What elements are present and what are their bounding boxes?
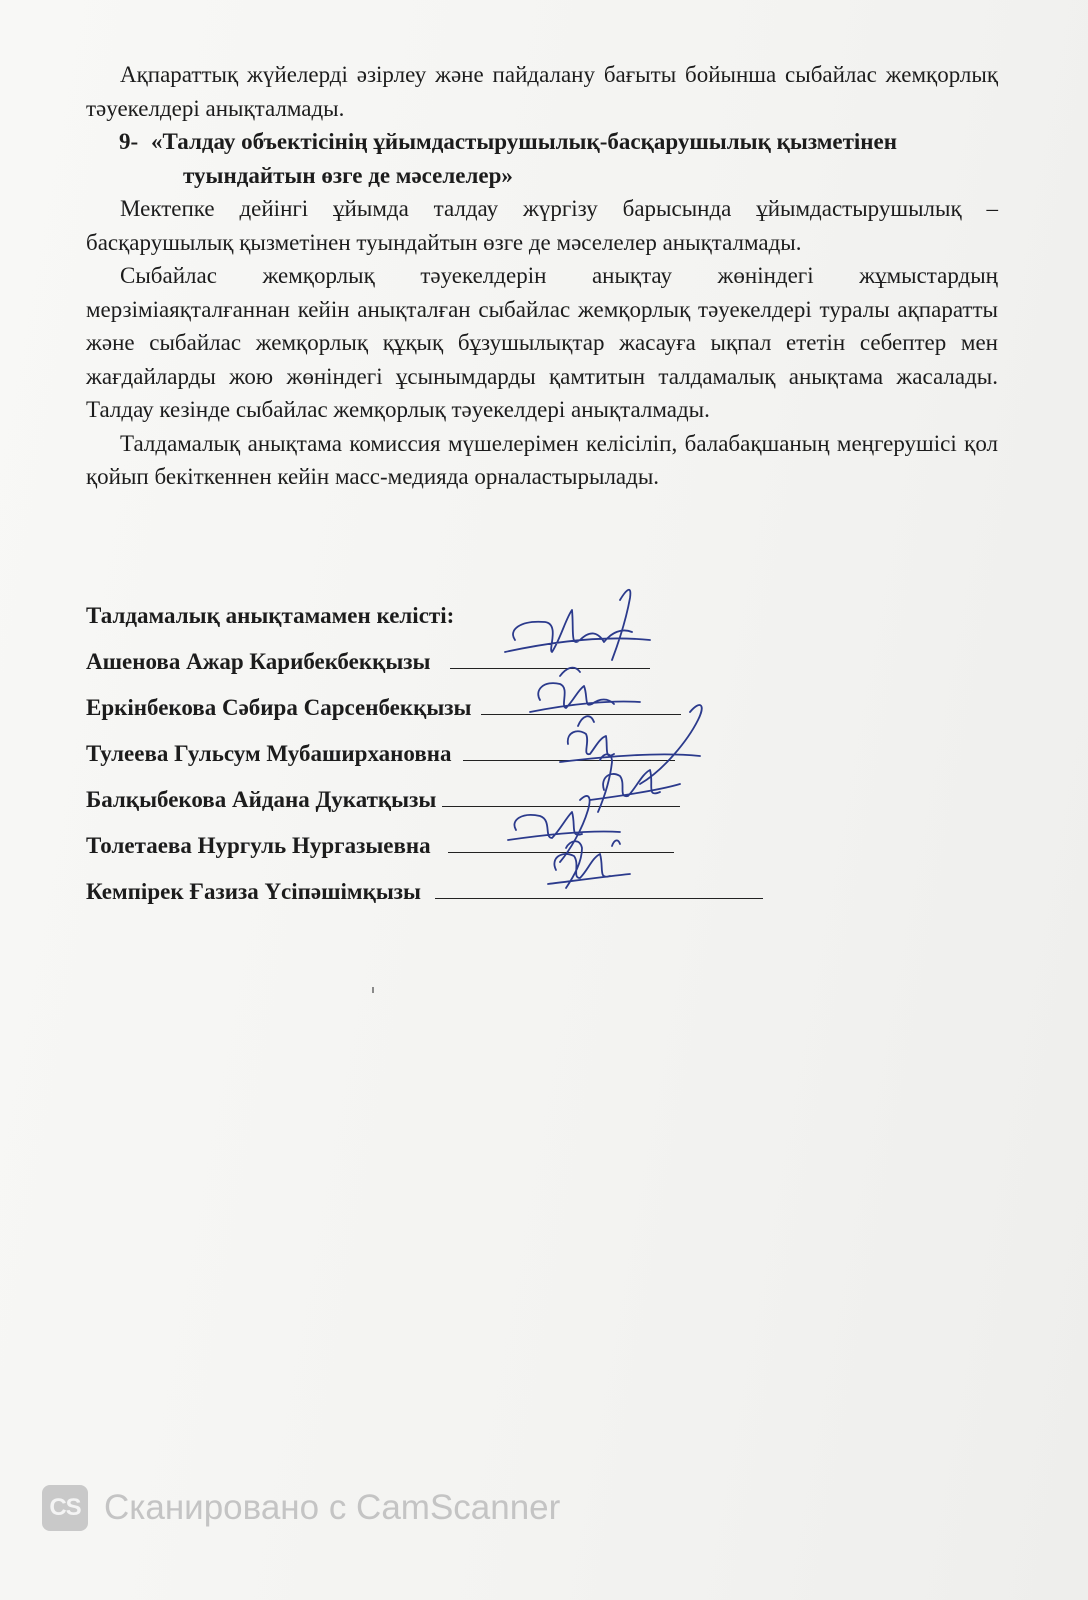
- signatory-row: [86, 685, 763, 731]
- signatory-name: Кемпірек Ғазиза Үсіпәшімқызы: [86, 879, 421, 904]
- paragraph-info-systems: Ақпараттық жүйелерді әзірлеу және пайдалану бағыты бойынша сыбайлас жемқорлық тәуекелдері анықталмады.: [86, 62, 998, 121]
- signature-line: [481, 688, 681, 715]
- signatory-row: [86, 869, 763, 915]
- signature-line: [435, 872, 763, 899]
- paragraph-risk-identification: Сыбайлас жемқорлық тәуекелдерін анықтау жөніндегі жұмыстардың мерзіміаяқталғаннан кейін анықталған сыбайлас жемқорлық тәуекелдері туралы ақпаратты және сыбайлас жемқорлық құқық бұзушылықтар жасауға ықпал ететін себептер мен жағдайларды жою жөніндегі ұсынымдарды қамтитын талдамалық анықтама жасалады. Талдау кезінде сыбайлас жемқорлық тәуекелдері анықталмады.: [86, 263, 998, 422]
- signatory-name: Балқыбекова Айдана Дукатқызы: [86, 787, 437, 812]
- signature-line: [450, 642, 650, 669]
- approval-title: Талдамалық анықтамамен келісті:: [86, 603, 455, 628]
- signature-line: [463, 734, 675, 761]
- signatory-name: Толетаева Нургуль Нургазыевна: [86, 833, 431, 858]
- approval-block: [86, 593, 763, 915]
- camscanner-logo-icon: CS: [42, 1485, 88, 1531]
- paragraph-publication: Талдамалық анықтама комиссия мүшелерімен келісіліп, балабақшаның меңгерушісі қол қойып бекіткеннен кейін масс-медияда орналастырылады.: [86, 430, 998, 489]
- signatory-row: [86, 731, 763, 777]
- scan-speck: [372, 987, 374, 993]
- camscanner-watermark: [42, 1484, 560, 1532]
- signatory-row: [86, 639, 763, 685]
- document-body: [86, 58, 998, 494]
- watermark-text: Сканировано с CamScanner: [104, 1488, 561, 1527]
- signatory-row: [86, 823, 763, 869]
- section-title-line2: туындайтын өзге де мәселелер»: [183, 162, 513, 188]
- signatory-name: Тулеева Гульсум Мубаширхановна: [86, 741, 452, 766]
- paragraph-preschool-analysis: Мектепке дейінгі ұйымда талдау жүргізу барысында ұйымдастырушылық – басқарушылық қызметінен туындайтын өзге де мәселелер анықталмады.: [86, 196, 998, 255]
- section-title-line1: «Талдау объектісінің ұйымдастырушылық-басқарушылық қызметінен: [151, 129, 898, 154]
- signatory-name: Еркінбекова Сәбира Сарсенбекқызы: [86, 695, 472, 720]
- signature-line: [448, 826, 674, 853]
- section-heading-9: [86, 125, 998, 192]
- section-number: 9-: [119, 129, 139, 154]
- signatory-name: Ашенова Ажар Карибекбекқызы: [86, 649, 431, 674]
- signatory-row: [86, 777, 763, 823]
- signature-line: [442, 780, 680, 807]
